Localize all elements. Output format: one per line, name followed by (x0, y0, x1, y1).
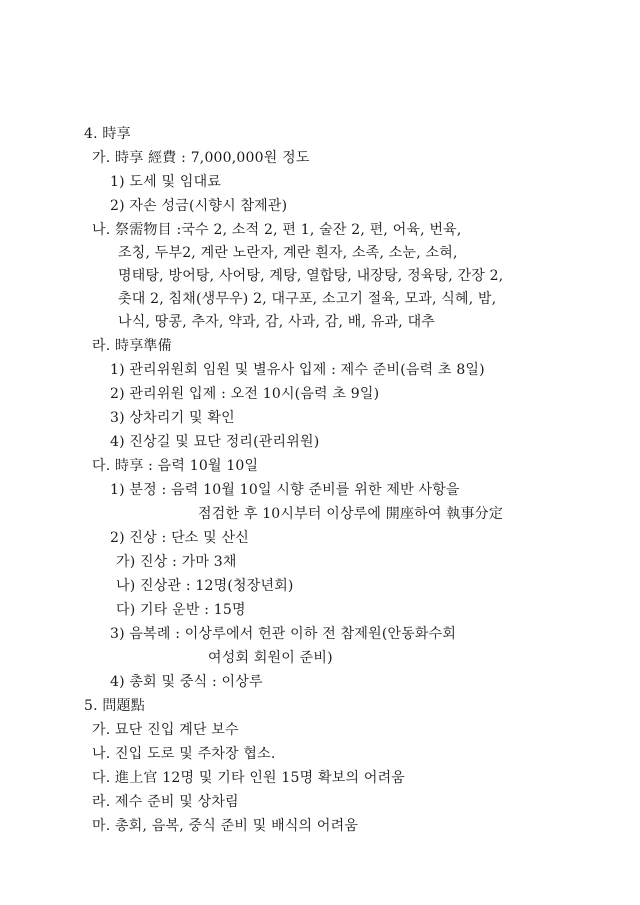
list-item: 1) 분정 : 음력 10월 10일 시향 준비를 위한 제반 사항을 (110, 482, 460, 498)
sub-list-item: 나) 진상관 : 12명(청장년회) (116, 578, 294, 594)
item-heading: 가. 묘단 진입 계단 보수 (92, 722, 239, 738)
list-item: 4) 진상길 및 묘단 정리(관리위원) (110, 434, 320, 450)
list-continuation: 나식, 땅콩, 추자, 약과, 감, 사과, 감, 배, 유과, 대추 (118, 314, 436, 330)
list-item: 2) 관리위원 입제 : 오전 10시(음력 초 9일) (110, 386, 380, 402)
list-item: 4) 총회 및 중식 : 이상루 (110, 674, 263, 690)
list-continuation: 여성회 회원이 준비) (208, 650, 333, 666)
item-heading: 나. 진입 도로 및 주차장 협소. (92, 746, 276, 762)
item-heading: 나. 祭需物目 :국수 2, 소적 2, 편 1, 술잔 2, 편, 어육, 번육, (92, 222, 462, 238)
item-heading: 라. 時享準備 (92, 338, 172, 354)
list-item: 2) 자손 성금(시향시 참제관) (110, 198, 288, 214)
item-heading: 다. 進上官 12명 및 기타 인원 15명 확보의 어려움 (92, 770, 406, 786)
sub-list-item: 가) 진상 : 가마 3채 (116, 554, 237, 570)
sub-list-item: 다) 기타 운반 : 15명 (116, 602, 246, 618)
section-heading: 5. 問題點 (84, 698, 146, 714)
list-item: 3) 음복례 : 이상루에서 헌관 이하 전 참제원(안동화수회 (110, 626, 457, 642)
list-item: 1) 관리위원회 임원 및 별유사 입제 : 제수 준비(음력 초 8일) (110, 362, 485, 378)
list-continuation: 촛대 2, 침채(생무우) 2, 대구포, 소고기 절육, 모과, 식혜, 밤, (118, 291, 497, 307)
section-heading: 4. 時享 (84, 126, 131, 142)
list-item: 3) 상차리기 및 확인 (110, 410, 235, 426)
list-continuation: 점검한 후 10시부터 이상루에 開座하여 執事分定 (198, 506, 504, 522)
list-continuation: 조칭, 두부2, 계란 노란자, 계란 흰자, 소족, 소눈, 소혀, (118, 245, 458, 261)
item-heading: 다. 時享 : 음력 10월 10일 (92, 458, 259, 474)
list-item: 2) 진상 : 단소 및 산신 (110, 530, 250, 546)
item-heading: 마. 총회, 음복, 중식 준비 및 배식의 어려움 (92, 818, 359, 834)
list-item: 1) 도세 및 임대료 (110, 174, 222, 190)
item-heading: 라. 제수 준비 및 상차림 (92, 794, 239, 810)
list-continuation: 명태탕, 방어탕, 사어탕, 계탕, 열합탕, 내장탕, 정육탕, 간장 2, (118, 268, 504, 284)
item-heading: 가. 時享 經費 : 7,000,000원 정도 (92, 150, 310, 166)
